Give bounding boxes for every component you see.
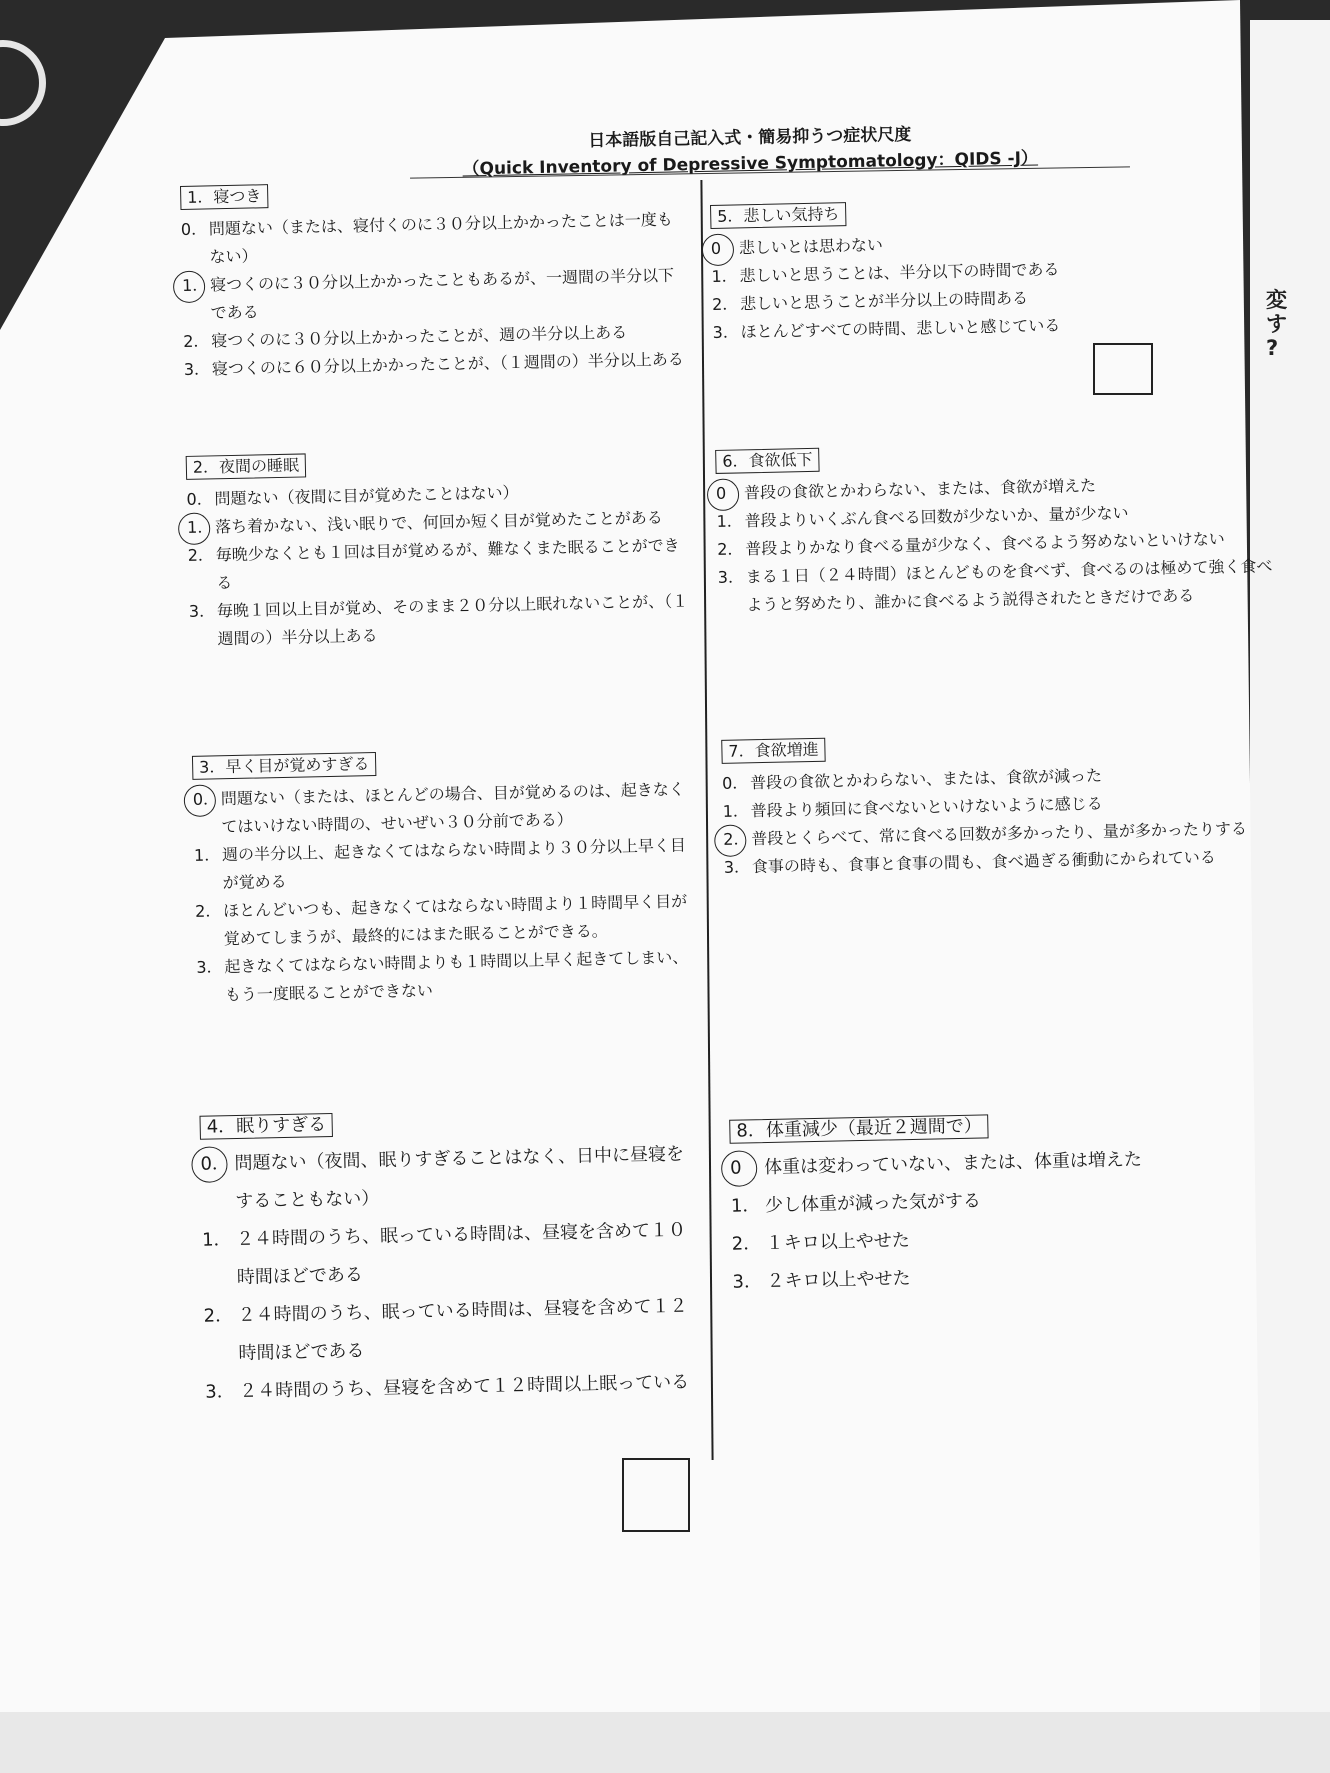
- section-appetite-increase: [721, 728, 1284, 882]
- option-2[interactable]: 2． 悲しいと思うことが半分以上の時間ある: [711, 288, 1029, 314]
- section-oversleep: [199, 1105, 705, 1411]
- score-box-sleep[interactable]: [622, 1458, 690, 1532]
- section-night-sleep: [186, 445, 690, 653]
- option-3[interactable]: 3． ほとんどすべての時間、悲しいと感じている: [712, 315, 1061, 342]
- option-1[interactable]: 1． 悲しいと思うことは、半分以下の時間である: [711, 259, 1060, 286]
- option-2[interactable]: 2． ほとんどいつも、起きなくてはならない時間より１時間早く目が覚めてしまうが、最終的にはまた眠ることができる。: [194, 891, 688, 949]
- section-title: 2．夜間の睡眠: [186, 453, 307, 480]
- option-2[interactable]: 2． １キロ以上やせた: [731, 1230, 910, 1255]
- option-1[interactable]: 1． 寝つくのに３０分以上かかったこともあるが、一週間の半分以下である: [182, 262, 683, 328]
- option-1[interactable]: 1． 普段より頻回に食べないといけないように感じる: [722, 793, 1103, 821]
- section-early-waking: [192, 745, 697, 1009]
- option-2[interactable]: 2． 毎晩少なくとも１回は目が覚めるが、難なくまた眠ることができる: [187, 535, 680, 593]
- option-2[interactable]: 2． ２４時間のうち、眠っている時間は、昼寝を含めて１２時間ほどである: [203, 1295, 688, 1365]
- document-subtitle: （Quick Inventory of Depressive Symptomatology：QIDS -J）: [462, 148, 1039, 180]
- section-appetite-decrease: [715, 438, 1278, 620]
- desk-surface: [0, 1712, 1330, 1773]
- option-0[interactable]: 0． 問題ない（または、寝付くのに３０分以上かかったことは一度もない）: [180, 209, 674, 267]
- section-title: 4．眠りすぎる: [199, 1113, 333, 1140]
- section-title: 6．食欲低下: [715, 448, 820, 474]
- option-0[interactable]: 0 体重は変わっていない、または、体重は増えた: [730, 1138, 1291, 1188]
- option-3[interactable]: 3． ２４時間のうち、昼寝を含めて１２時間以上眠っている: [205, 1371, 690, 1403]
- background-cable: [0, 40, 46, 126]
- section-title: 7．食欲増進: [721, 738, 826, 764]
- option-0[interactable]: 0 悲しいとは思わない: [711, 223, 1271, 263]
- option-0[interactable]: 0． 普段の食欲とかわらない、または、食欲が減った: [721, 765, 1103, 793]
- section-title: 1．寝つき: [180, 184, 269, 210]
- option-0[interactable]: 0 普段の食欲とかわらない、または、食欲が増えた: [716, 468, 1276, 508]
- section-title: 8．体重減少（最近２週間で）: [729, 1114, 989, 1143]
- option-1[interactable]: 1． 普段よりいくぶん食べる回数が少ないか、量が少ない: [716, 503, 1129, 531]
- option-0[interactable]: 0． 問題ない（夜間、眠りすぎることはなく、日中に昼寝をすることもない）: [200, 1135, 701, 1221]
- option-3[interactable]: 3． 毎晩１回以上目が覚め、そのまま２０分以上眠れないことが、（１週間の）半分以上ある: [188, 591, 689, 649]
- option-3[interactable]: 3． 寝つくのに６０分以上かかったことが、（１週間の）半分以上ある: [183, 349, 684, 379]
- background-sheet-text: 変 す ?: [1266, 288, 1287, 360]
- document-title: 日本語版自己記入式・簡易抑うつ症状尺度: [588, 124, 912, 152]
- option-3[interactable]: 3． まる１日（２４時間）ほとんどものを食べず、食べるのは極めて強く食べようと努めたり、誰かに食べるよう説得されたときだけである: [717, 556, 1273, 615]
- option-3[interactable]: 3． ２キロ以上やせた: [732, 1268, 911, 1293]
- option-1[interactable]: 1． ２４時間のうち、眠っている時間は、昼寝を含めて１０時間ほどである: [201, 1219, 687, 1289]
- option-2[interactable]: 2． 寝つくのに３０分以上かかったことが、週の半分以上ある: [183, 322, 628, 351]
- option-2[interactable]: 2． 普段とくらべて、常に食べる回数が多かったり、量が多かったりする: [723, 814, 1283, 854]
- option-0[interactable]: 0． 問題ない（夜間に目が覚めたことはない）: [186, 482, 519, 509]
- option-1[interactable]: 1． 少し体重が減った気がする: [730, 1190, 982, 1217]
- option-2[interactable]: 2． 普段よりかなり食べる量が少なく、食べるよう努めないといけない: [717, 529, 1225, 559]
- option-3[interactable]: 3． 食事の時も、食事と食事の間も、食べ過ぎる衝動にかられている: [723, 847, 1216, 877]
- section-title: 5．悲しい気持ち: [710, 202, 847, 229]
- score-box-sadness[interactable]: [1093, 343, 1153, 395]
- section-sleep-onset: [180, 176, 684, 384]
- section-title: 3．早く目が覚めすぎる: [192, 752, 377, 780]
- section-weight-loss: [729, 1108, 1293, 1302]
- option-1[interactable]: 1． 週の半分以上、起きなくてはならない時間より３０分以上早く目が覚める: [193, 835, 687, 893]
- section-sadness: [710, 193, 1273, 347]
- option-1[interactable]: 1． 落ち着かない、浅い眠りで、何回か短く目が覚めたことがある: [187, 503, 687, 541]
- option-3[interactable]: 3． 起きなくてはならない時間よりも１時間以上早く起きてしまい、もう一度眠ることができない: [196, 947, 689, 1005]
- option-0[interactable]: 0． 問題ない（または、ほとんどの場合、目が覚めるのは、起きなくてはいけない時間の、せいぜい３０分前である）: [193, 775, 694, 841]
